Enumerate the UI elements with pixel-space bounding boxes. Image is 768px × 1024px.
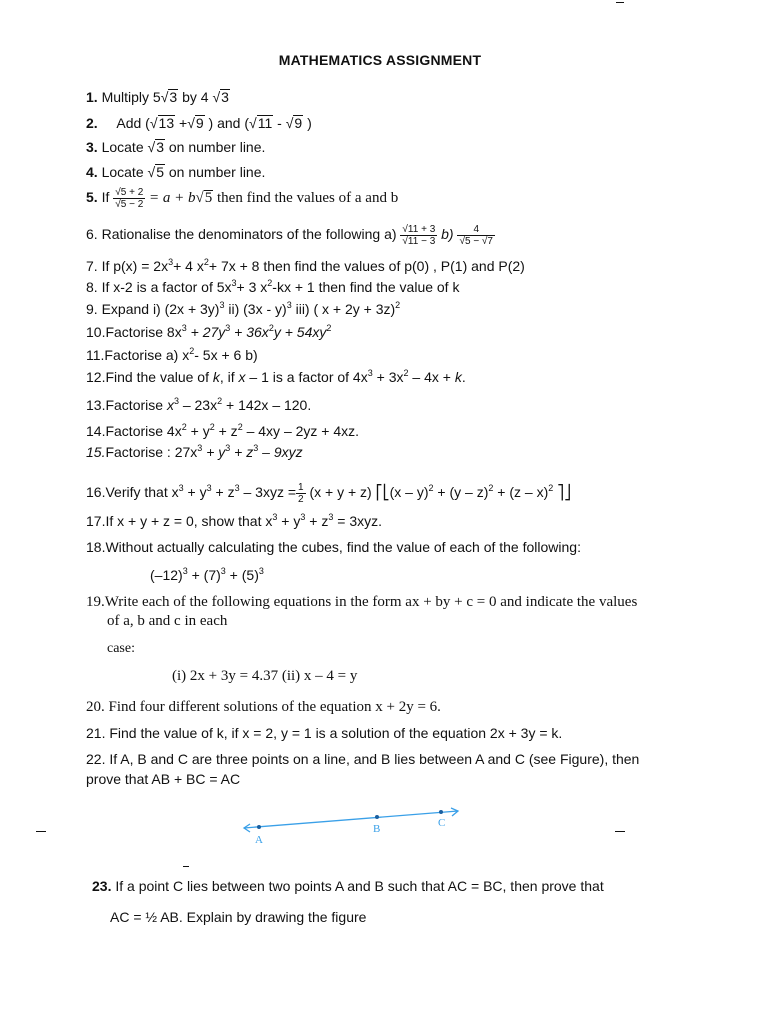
question-6: 6. Rationalise the denominators of the following a) $\frac{√11 + 3}{√11 - 3}$ b) $\frac{4}{√5 - √7}$: [86, 224, 493, 247]
question-12: 12.Find the value of k, if x – 1 is a factor of $4x^3 + 3x^2 - 4x + k$.: [86, 368, 466, 385]
margin-mark: [36, 831, 46, 832]
fraction: $\frac{√11 + 3}{√11 - 3}$: [402, 224, 436, 247]
fraction: $\frac{4}{√5 - √7}$: [459, 224, 493, 247]
question-8: 8. If x-2 is a factor of $5x^3+ 3$ $x^2-kx + 1$ then find the value of k: [86, 278, 460, 295]
question-19: 19.Write each of the following equations in the form ax + by + c = 0 and indicate the values: [86, 594, 638, 610]
question-number: 1.: [86, 89, 98, 105]
label-a: A: [255, 834, 263, 846]
question-4: 4. Locate √5 on number line.: [86, 164, 266, 180]
question-3: 3. Locate √3 on number line.: [86, 139, 266, 155]
question-23-line2: AC = ½ AB. Explain by drawing the figure: [110, 909, 367, 925]
question-14: 14.Factorise $4x^2 + y^2 + z^2 - 4xy - 2yz + 4xz$.: [86, 422, 360, 439]
point-b: [375, 815, 379, 819]
margin-mark: [183, 866, 189, 867]
page-title: MATHEMATICS ASSIGNMENT: [278, 52, 482, 68]
question-18: 18.Without actually calculating the cubes, find the value of each of the following:: [86, 539, 581, 555]
question-5: 5. If $\frac{√5 + 2}{√5 - 2}$ = a + b√5 then find the values of a and b: [86, 187, 399, 210]
question-15: 15.Factorise : $27x^3 + y^3 + z^3 - 9xyz$: [86, 443, 303, 460]
question-11: 11.Factorise a) $x^2-$ 5x + 6 b): [86, 346, 258, 363]
fraction: $\frac{√5 + 2}{√5 - 2}$: [115, 187, 144, 210]
question-21: 21. Find the value of k, if x = 2, y = 1 is a solution of the equation 2x + 3y = k.: [86, 725, 563, 741]
line-segment-figure: [236, 800, 476, 860]
question-1: 1. Multiply 5√3 by 4 √3: [86, 89, 229, 105]
question-10: 10.Factorise $8x^3 + 27y^3 + 36x^2y + 54xy^2$: [86, 323, 332, 340]
question-18-expression: $(-12)^3 + (7)^3 + (5)^3$: [150, 566, 264, 583]
point-a: [257, 825, 261, 829]
question-9: 9. Expand i) $(2x + 3y)^3$ ii) (3x - y)$^3$ iii) ( x + 2y + 3z)$^2$: [86, 300, 401, 317]
question-17: 17.If x + y + z = 0, show that $x^3 + y^3 + z^3 = 3xyz$.: [86, 512, 382, 529]
question-23: 23. If a point C lies between two points A and B such that AC = BC, then prove that: [92, 878, 604, 894]
label-c: C: [438, 817, 446, 829]
fraction-half: $\frac{1}{2}$: [298, 482, 304, 505]
question-7: 7. If $p(x) = 2x^3+ 4$ $x^2+ 7x + 8$ then find the values of p(0) , P(1) and P(2): [86, 257, 525, 274]
margin-mark: [615, 831, 625, 832]
question-13: 13.Factorise $x^3 - 23x^2 + 142x - 120$.: [86, 396, 312, 413]
line-abc: [244, 811, 458, 828]
label-b: B: [373, 823, 381, 835]
margin-mark: [616, 2, 624, 3]
question-2: 2. Add (√13 +√9 ) and (√11 - √9 ): [86, 115, 312, 131]
question-19-line3: case:: [107, 641, 135, 656]
question-19-parts: (i) 2x + 3y = 4.37 (ii) x – 4 = y: [172, 668, 358, 684]
question-22: 22. If A, B and C are three points on a line, and B lies between A and C (see Figure), then: [86, 751, 640, 767]
question-16: 16.Verify that $x^3 + y^3 + z^3 - 3xyz$ = $\frac{1}{2}$ (x + y + z) ⎡⎣(x – y)$^2$ + (y – z)$^2$ + (z – x)$^2$ ⎤⎦: [86, 482, 572, 505]
question-19-line2: of a, b and c in each: [107, 613, 228, 629]
question-20: 20. Find four different solutions of the equation x + 2y = 6.: [86, 699, 441, 715]
point-c: [439, 810, 443, 814]
question-22-line2: prove that AB + BC = AC: [86, 771, 241, 787]
